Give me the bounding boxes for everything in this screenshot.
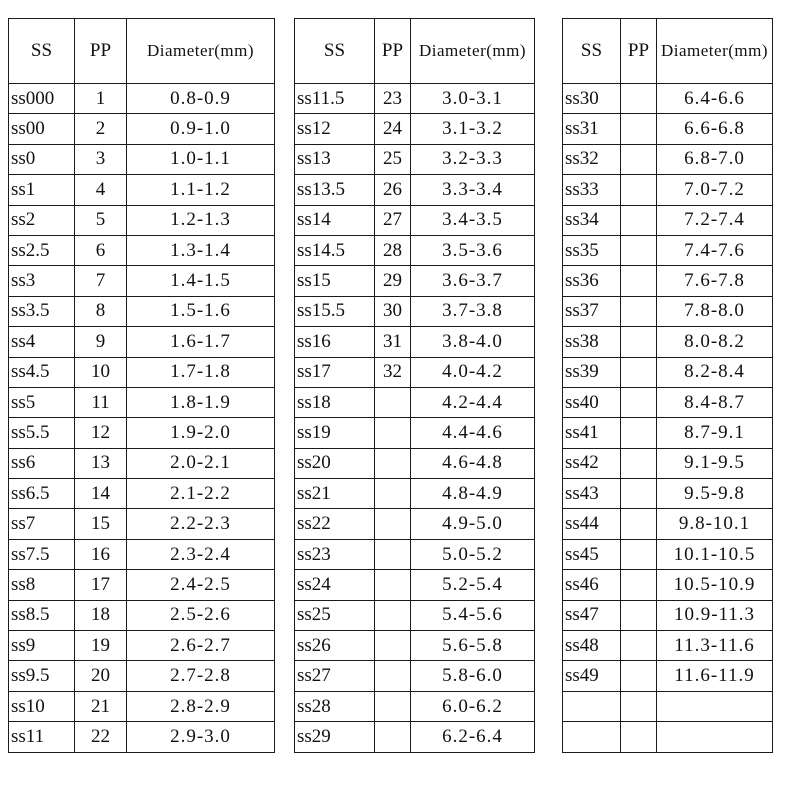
ss-size-cell: ss43 xyxy=(563,479,621,509)
pp-size-cell xyxy=(375,600,411,630)
diameter-cell: 10.5-10.9 xyxy=(657,570,773,600)
pp-size-cell xyxy=(621,418,657,448)
column-spacer xyxy=(535,479,563,509)
size-chart xyxy=(8,18,773,753)
ss-size-cell: ss6.5 xyxy=(9,479,75,509)
table-row xyxy=(9,84,773,114)
column-spacer xyxy=(535,418,563,448)
diameter-cell: 0.8-0.9 xyxy=(127,84,275,114)
diameter-cell: 11.6-11.9 xyxy=(657,661,773,691)
pp-size-cell xyxy=(621,570,657,600)
diameter-cell: 9.1-9.5 xyxy=(657,448,773,478)
diameter-cell: 1.5-1.6 xyxy=(127,296,275,326)
pp-size-cell: 17 xyxy=(75,570,127,600)
ss-size-cell: ss42 xyxy=(563,448,621,478)
ss-size-cell: ss26 xyxy=(295,631,375,661)
table-row xyxy=(9,387,773,417)
column-spacer xyxy=(275,19,295,84)
diameter-cell: 6.0-6.2 xyxy=(411,691,535,721)
header-row xyxy=(9,19,773,84)
column-spacer xyxy=(535,235,563,265)
pp-size-cell: 21 xyxy=(75,691,127,721)
diameter-cell: 4.9-5.0 xyxy=(411,509,535,539)
header-diameter: Diameter(mm) xyxy=(657,19,773,84)
column-spacer xyxy=(275,296,295,326)
table-row xyxy=(9,205,773,235)
diameter-cell: 3.3-3.4 xyxy=(411,175,535,205)
header-ss: SS xyxy=(9,19,75,84)
pp-size-cell: 25 xyxy=(375,144,411,174)
diameter-cell: 7.2-7.4 xyxy=(657,205,773,235)
table-row xyxy=(9,296,773,326)
ss-size-cell: ss49 xyxy=(563,661,621,691)
ss-size-cell: ss27 xyxy=(295,661,375,691)
ss-size-cell: ss17 xyxy=(295,357,375,387)
diameter-cell: 3.5-3.6 xyxy=(411,235,535,265)
diameter-cell: 3.7-3.8 xyxy=(411,296,535,326)
table-row xyxy=(9,266,773,296)
ss-size-cell: ss45 xyxy=(563,539,621,569)
ss-size-cell: ss31 xyxy=(563,114,621,144)
pp-size-cell: 27 xyxy=(375,205,411,235)
ss-size-cell: ss7.5 xyxy=(9,539,75,569)
ss-size-cell: ss9 xyxy=(9,631,75,661)
ss-size-cell: ss11 xyxy=(9,722,75,752)
ss-size-cell: ss5.5 xyxy=(9,418,75,448)
diameter-cell: 1.3-1.4 xyxy=(127,235,275,265)
ss-size-cell: ss24 xyxy=(295,570,375,600)
diameter-cell: 1.7-1.8 xyxy=(127,357,275,387)
table-row xyxy=(9,570,773,600)
pp-size-cell xyxy=(621,114,657,144)
pp-size-cell: 12 xyxy=(75,418,127,448)
ss-size-cell: ss8.5 xyxy=(9,600,75,630)
table-row xyxy=(9,479,773,509)
pp-size-cell: 28 xyxy=(375,235,411,265)
diameter-cell: 8.0-8.2 xyxy=(657,327,773,357)
pp-size-cell xyxy=(621,175,657,205)
pp-size-cell xyxy=(375,448,411,478)
ss-size-cell: ss25 xyxy=(295,600,375,630)
ss-size-cell: ss19 xyxy=(295,418,375,448)
ss-size-cell: ss2.5 xyxy=(9,235,75,265)
ss-size-cell: ss32 xyxy=(563,144,621,174)
column-spacer xyxy=(275,205,295,235)
ss-size-cell: ss8 xyxy=(9,570,75,600)
ss-size-cell: ss12 xyxy=(295,114,375,144)
column-spacer xyxy=(535,266,563,296)
ss-size-cell: ss13 xyxy=(295,144,375,174)
pp-size-cell: 32 xyxy=(375,357,411,387)
column-spacer xyxy=(535,631,563,661)
pp-size-cell: 31 xyxy=(375,327,411,357)
ss-size-cell: ss14.5 xyxy=(295,235,375,265)
pp-size-cell xyxy=(621,631,657,661)
diameter-cell: 5.4-5.6 xyxy=(411,600,535,630)
ss-size-cell: ss5 xyxy=(9,387,75,417)
ss-size-cell: ss4.5 xyxy=(9,357,75,387)
pp-size-cell: 18 xyxy=(75,600,127,630)
diameter-cell: 2.8-2.9 xyxy=(127,691,275,721)
ss-size-cell: ss14 xyxy=(295,205,375,235)
pp-size-cell: 15 xyxy=(75,509,127,539)
pp-size-cell: 9 xyxy=(75,327,127,357)
column-spacer xyxy=(535,722,563,752)
ss-size-cell: ss41 xyxy=(563,418,621,448)
pp-size-cell: 11 xyxy=(75,387,127,417)
pp-size-cell: 4 xyxy=(75,175,127,205)
diameter-cell: 2.3-2.4 xyxy=(127,539,275,569)
ss-size-cell: ss15.5 xyxy=(295,296,375,326)
ss-size-cell: ss3 xyxy=(9,266,75,296)
ss-size-cell: ss39 xyxy=(563,357,621,387)
pp-size-cell: 7 xyxy=(75,266,127,296)
column-spacer xyxy=(275,722,295,752)
table-row xyxy=(9,509,773,539)
table-row xyxy=(9,448,773,478)
pp-size-cell: 8 xyxy=(75,296,127,326)
pp-size-cell: 13 xyxy=(75,448,127,478)
diameter-cell: 2.7-2.8 xyxy=(127,661,275,691)
table-row xyxy=(9,661,773,691)
pp-size-cell xyxy=(621,84,657,114)
table-row xyxy=(9,175,773,205)
ss-size-cell xyxy=(563,722,621,752)
diameter-cell: 7.4-7.6 xyxy=(657,235,773,265)
column-spacer xyxy=(535,175,563,205)
table-row xyxy=(9,144,773,174)
pp-size-cell xyxy=(621,448,657,478)
ss-size-cell: ss15 xyxy=(295,266,375,296)
diameter-cell: 10.9-11.3 xyxy=(657,600,773,630)
column-spacer xyxy=(275,114,295,144)
diameter-cell: 4.4-4.6 xyxy=(411,418,535,448)
column-spacer xyxy=(275,235,295,265)
table-row xyxy=(9,418,773,448)
diameter-cell: 3.0-3.1 xyxy=(411,84,535,114)
column-spacer xyxy=(275,661,295,691)
diameter-cell: 4.2-4.4 xyxy=(411,387,535,417)
ss-size-cell: ss23 xyxy=(295,539,375,569)
column-spacer xyxy=(535,448,563,478)
diameter-cell: 1.1-1.2 xyxy=(127,175,275,205)
column-spacer xyxy=(535,205,563,235)
pp-size-cell: 3 xyxy=(75,144,127,174)
pp-size-cell: 2 xyxy=(75,114,127,144)
header-diameter: Diameter(mm) xyxy=(411,19,535,84)
column-spacer xyxy=(535,387,563,417)
diameter-cell: 10.1-10.5 xyxy=(657,539,773,569)
pp-size-cell: 6 xyxy=(75,235,127,265)
diameter-cell: 2.2-2.3 xyxy=(127,509,275,539)
column-spacer xyxy=(275,570,295,600)
pp-size-cell xyxy=(621,205,657,235)
ss-size-cell: ss00 xyxy=(9,114,75,144)
ss-size-cell: ss4 xyxy=(9,327,75,357)
column-spacer xyxy=(275,84,295,114)
column-spacer xyxy=(535,661,563,691)
pp-size-cell xyxy=(621,539,657,569)
ss-size-cell: ss3.5 xyxy=(9,296,75,326)
diameter-cell: 4.8-4.9 xyxy=(411,479,535,509)
diameter-cell: 4.0-4.2 xyxy=(411,357,535,387)
pp-size-cell xyxy=(375,722,411,752)
diameter-cell: 8.2-8.4 xyxy=(657,357,773,387)
size-table xyxy=(8,18,773,753)
pp-size-cell: 14 xyxy=(75,479,127,509)
diameter-cell: 7.6-7.8 xyxy=(657,266,773,296)
table-row xyxy=(9,722,773,752)
pp-size-cell xyxy=(621,387,657,417)
ss-size-cell: ss48 xyxy=(563,631,621,661)
ss-size-cell: ss21 xyxy=(295,479,375,509)
diameter-cell: 3.8-4.0 xyxy=(411,327,535,357)
diameter-cell: 1.8-1.9 xyxy=(127,387,275,417)
diameter-cell: 11.3-11.6 xyxy=(657,631,773,661)
column-spacer xyxy=(275,631,295,661)
diameter-cell: 2.1-2.2 xyxy=(127,479,275,509)
header-pp: PP xyxy=(375,19,411,84)
diameter-cell: 2.4-2.5 xyxy=(127,570,275,600)
column-spacer xyxy=(535,144,563,174)
column-spacer xyxy=(535,570,563,600)
diameter-cell xyxy=(657,691,773,721)
ss-size-cell: ss46 xyxy=(563,570,621,600)
diameter-cell: 8.7-9.1 xyxy=(657,418,773,448)
pp-size-cell: 30 xyxy=(375,296,411,326)
diameter-cell: 2.9-3.0 xyxy=(127,722,275,752)
ss-size-cell: ss36 xyxy=(563,266,621,296)
column-spacer xyxy=(535,84,563,114)
column-spacer xyxy=(535,114,563,144)
header-pp: PP xyxy=(75,19,127,84)
column-spacer xyxy=(535,509,563,539)
ss-size-cell: ss0 xyxy=(9,144,75,174)
pp-size-cell xyxy=(621,144,657,174)
diameter-cell: 3.1-3.2 xyxy=(411,114,535,144)
ss-size-cell: ss6 xyxy=(9,448,75,478)
ss-size-cell: ss7 xyxy=(9,509,75,539)
diameter-cell: 0.9-1.0 xyxy=(127,114,275,144)
pp-size-cell xyxy=(621,266,657,296)
pp-size-cell: 19 xyxy=(75,631,127,661)
ss-size-cell: ss33 xyxy=(563,175,621,205)
diameter-cell: 7.8-8.0 xyxy=(657,296,773,326)
ss-size-cell: ss44 xyxy=(563,509,621,539)
diameter-cell: 5.6-5.8 xyxy=(411,631,535,661)
pp-size-cell xyxy=(621,235,657,265)
diameter-cell: 9.8-10.1 xyxy=(657,509,773,539)
diameter-cell: 7.0-7.2 xyxy=(657,175,773,205)
ss-size-cell: ss40 xyxy=(563,387,621,417)
ss-size-cell: ss20 xyxy=(295,448,375,478)
pp-size-cell: 24 xyxy=(375,114,411,144)
ss-size-cell: ss29 xyxy=(295,722,375,752)
pp-size-cell xyxy=(375,539,411,569)
pp-size-cell xyxy=(621,691,657,721)
ss-size-cell: ss13.5 xyxy=(295,175,375,205)
column-spacer xyxy=(275,327,295,357)
pp-size-cell: 16 xyxy=(75,539,127,569)
column-spacer xyxy=(275,509,295,539)
ss-size-cell: ss9.5 xyxy=(9,661,75,691)
pp-size-cell xyxy=(375,570,411,600)
pp-size-cell xyxy=(621,357,657,387)
ss-size-cell: ss1 xyxy=(9,175,75,205)
pp-size-cell xyxy=(621,509,657,539)
diameter-cell: 1.6-1.7 xyxy=(127,327,275,357)
ss-size-cell: ss35 xyxy=(563,235,621,265)
ss-size-cell: ss18 xyxy=(295,387,375,417)
column-spacer xyxy=(535,357,563,387)
pp-size-cell xyxy=(375,661,411,691)
column-spacer xyxy=(275,539,295,569)
diameter-cell xyxy=(657,722,773,752)
ss-size-cell: ss16 xyxy=(295,327,375,357)
pp-size-cell: 10 xyxy=(75,357,127,387)
diameter-cell: 1.9-2.0 xyxy=(127,418,275,448)
pp-size-cell xyxy=(621,479,657,509)
pp-size-cell: 26 xyxy=(375,175,411,205)
column-spacer xyxy=(535,327,563,357)
ss-size-cell: ss28 xyxy=(295,691,375,721)
table-row xyxy=(9,631,773,661)
pp-size-cell: 5 xyxy=(75,205,127,235)
column-spacer xyxy=(535,691,563,721)
diameter-cell: 3.2-3.3 xyxy=(411,144,535,174)
pp-size-cell: 23 xyxy=(375,84,411,114)
column-spacer xyxy=(275,144,295,174)
pp-size-cell xyxy=(621,600,657,630)
pp-size-cell: 1 xyxy=(75,84,127,114)
pp-size-cell xyxy=(375,418,411,448)
ss-size-cell: ss22 xyxy=(295,509,375,539)
column-spacer xyxy=(535,539,563,569)
pp-size-cell xyxy=(375,631,411,661)
pp-size-cell xyxy=(375,479,411,509)
diameter-cell: 6.8-7.0 xyxy=(657,144,773,174)
table-row xyxy=(9,539,773,569)
table-row xyxy=(9,600,773,630)
ss-size-cell: ss11.5 xyxy=(295,84,375,114)
ss-size-cell: ss38 xyxy=(563,327,621,357)
column-spacer xyxy=(535,600,563,630)
header-pp: PP xyxy=(621,19,657,84)
diameter-cell: 6.6-6.8 xyxy=(657,114,773,144)
ss-size-cell: ss30 xyxy=(563,84,621,114)
diameter-cell: 3.4-3.5 xyxy=(411,205,535,235)
diameter-cell: 9.5-9.8 xyxy=(657,479,773,509)
diameter-cell: 2.0-2.1 xyxy=(127,448,275,478)
diameter-cell: 1.2-1.3 xyxy=(127,205,275,235)
pp-size-cell: 20 xyxy=(75,661,127,691)
diameter-cell: 1.4-1.5 xyxy=(127,266,275,296)
table-row xyxy=(9,114,773,144)
pp-size-cell xyxy=(621,722,657,752)
column-spacer xyxy=(275,266,295,296)
column-spacer xyxy=(535,19,563,84)
pp-size-cell: 22 xyxy=(75,722,127,752)
pp-size-cell xyxy=(621,296,657,326)
diameter-cell: 5.8-6.0 xyxy=(411,661,535,691)
column-spacer xyxy=(275,691,295,721)
table-row xyxy=(9,235,773,265)
table-row xyxy=(9,327,773,357)
pp-size-cell xyxy=(375,509,411,539)
pp-size-cell xyxy=(375,691,411,721)
column-spacer xyxy=(275,357,295,387)
diameter-cell: 8.4-8.7 xyxy=(657,387,773,417)
diameter-cell: 6.2-6.4 xyxy=(411,722,535,752)
column-spacer xyxy=(275,600,295,630)
column-spacer xyxy=(275,387,295,417)
header-ss: SS xyxy=(295,19,375,84)
diameter-cell: 4.6-4.8 xyxy=(411,448,535,478)
table-row xyxy=(9,691,773,721)
diameter-cell: 3.6-3.7 xyxy=(411,266,535,296)
pp-size-cell xyxy=(375,387,411,417)
size-table-body xyxy=(9,19,773,753)
diameter-cell: 2.5-2.6 xyxy=(127,600,275,630)
ss-size-cell: ss37 xyxy=(563,296,621,326)
pp-size-cell: 29 xyxy=(375,266,411,296)
diameter-cell: 5.2-5.4 xyxy=(411,570,535,600)
ss-size-cell xyxy=(563,691,621,721)
diameter-cell: 2.6-2.7 xyxy=(127,631,275,661)
pp-size-cell xyxy=(621,327,657,357)
column-spacer xyxy=(275,418,295,448)
pp-size-cell xyxy=(621,661,657,691)
table-row xyxy=(9,357,773,387)
ss-size-cell: ss10 xyxy=(9,691,75,721)
column-spacer xyxy=(275,479,295,509)
ss-size-cell: ss2 xyxy=(9,205,75,235)
ss-size-cell: ss47 xyxy=(563,600,621,630)
diameter-cell: 1.0-1.1 xyxy=(127,144,275,174)
column-spacer xyxy=(275,448,295,478)
column-spacer xyxy=(275,175,295,205)
column-spacer xyxy=(535,296,563,326)
header-diameter: Diameter(mm) xyxy=(127,19,275,84)
diameter-cell: 6.4-6.6 xyxy=(657,84,773,114)
ss-size-cell: ss000 xyxy=(9,84,75,114)
header-ss: SS xyxy=(563,19,621,84)
ss-size-cell: ss34 xyxy=(563,205,621,235)
diameter-cell: 5.0-5.2 xyxy=(411,539,535,569)
